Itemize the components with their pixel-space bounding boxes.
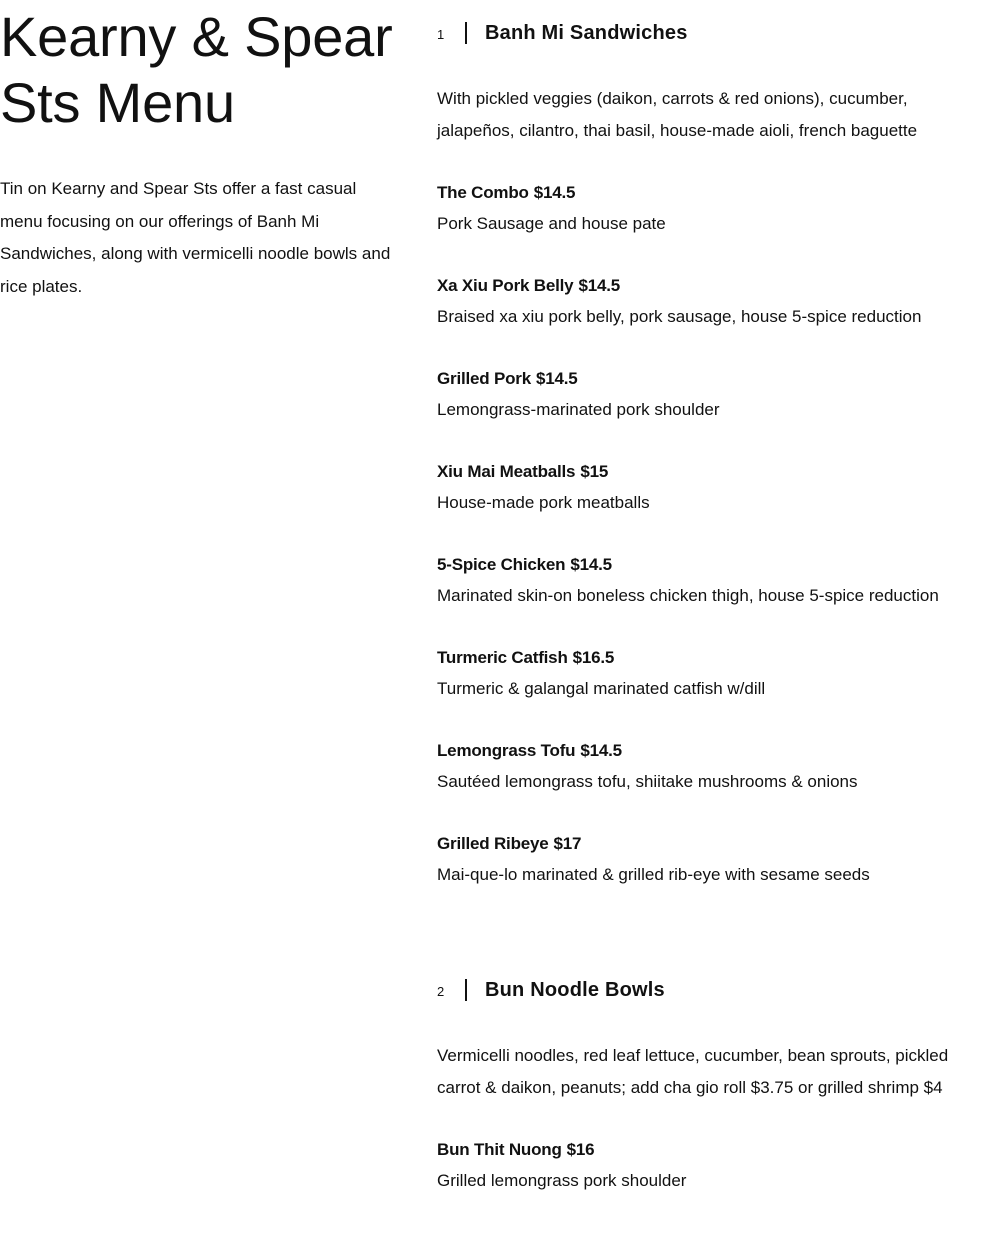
menu-item-description: Mai-que-lo marinated & grilled rib-eye with sesame seeds (437, 865, 870, 884)
menu-item (437, 364, 967, 426)
menu-item-title (437, 457, 967, 487)
menu-item-description: Marinated skin-on boneless chicken thigh, house 5-spice reduction (437, 586, 939, 605)
section-title: Bun Noodle Bowls (485, 978, 665, 1001)
menu-item-price: $17 (553, 834, 582, 853)
menu-item-title (437, 364, 967, 394)
menu-item-description: Sautéed lemongrass tofu, shiitake mushrooms & onions (437, 772, 858, 791)
menu-item-price: $14.5 (570, 555, 612, 574)
section-banh-mi (437, 0, 967, 891)
menu-item (437, 643, 967, 705)
section-number: 2 (437, 984, 445, 999)
menu-item-price: $14.5 (533, 183, 576, 202)
section-header (437, 0, 967, 66)
menu-item-description: House-made pork meatballs (437, 493, 650, 512)
intro-text: Tin on Kearny and Spear Sts offer a fast casual menu focusing on our offerings of Banh Mi Sandwiches, along with vermicelli noodle bowls and rice plates. (0, 179, 391, 296)
section-title: Banh Mi Sandwiches (485, 21, 688, 44)
menu-item-title (437, 736, 967, 766)
section-description: With pickled veggies (daikon, carrots & red onions), cucumber, jalapeños, cilantro, thai basil, house-made aioli, french baguette (437, 89, 918, 140)
menu-item-name: Grilled Pork (437, 369, 531, 388)
menu-item (437, 1135, 967, 1197)
menu-item-price: $14.5 (578, 276, 620, 295)
menu-item-name: Lemongrass Tofu (437, 741, 576, 760)
section-divider (465, 979, 467, 1001)
menu-item-price: $14.5 (535, 369, 578, 388)
menu-item-price: $16.5 (572, 648, 615, 667)
menu-item-title (437, 550, 967, 580)
section-number: 1 (437, 27, 445, 42)
section-bun-noodle-bowls (437, 957, 967, 1197)
menu-item-name: 5-Spice Chicken (437, 555, 566, 574)
menu-item-name: Xiu Mai Meatballs (437, 462, 576, 481)
menu-item-title (437, 1135, 967, 1165)
menu-item (437, 271, 967, 333)
menu-item-description: Turmeric & galangal marinated catfish w/dill (437, 679, 766, 698)
menu-sections-column (437, 0, 967, 1197)
menu-item-price: $16 (566, 1140, 595, 1159)
menu-intro-column (0, 0, 400, 303)
menu-item (437, 178, 967, 240)
menu-item (437, 829, 967, 891)
page-title: Kearny & Spear Sts Menu (0, 5, 393, 134)
menu-item (437, 457, 967, 519)
menu-item-price: $15 (580, 462, 609, 481)
menu-item-name: Turmeric Catfish (437, 648, 568, 667)
menu-item-name: The Combo (437, 183, 529, 202)
menu-item-title (437, 178, 967, 208)
menu-item-description: Pork Sausage and house pate (437, 214, 666, 233)
section-description: Vermicelli noodles, red leaf lettuce, cucumber, bean sprouts, pickled carrot & daikon, peanuts; add cha gio roll $3.75 or grilled shrimp $4 (437, 1046, 949, 1097)
menu-item-name: Xa Xiu Pork Belly (437, 276, 574, 295)
menu-item-name: Grilled Ribeye (437, 834, 549, 853)
menu-item-name: Bun Thit Nuong (437, 1140, 562, 1159)
menu-item-title (437, 829, 967, 859)
menu-item-title (437, 271, 967, 301)
menu-item-description: Lemongrass-marinated pork shoulder (437, 400, 720, 419)
menu-item-description: Braised xa xiu pork belly, pork sausage, house 5-spice reduction (437, 307, 922, 326)
menu-item (437, 736, 967, 798)
menu-item-title (437, 643, 967, 673)
menu-item-price: $14.5 (580, 741, 622, 760)
menu-item (437, 550, 967, 612)
menu-item-description: Grilled lemongrass pork shoulder (437, 1171, 687, 1190)
section-divider (465, 22, 467, 44)
section-header (437, 957, 967, 1023)
